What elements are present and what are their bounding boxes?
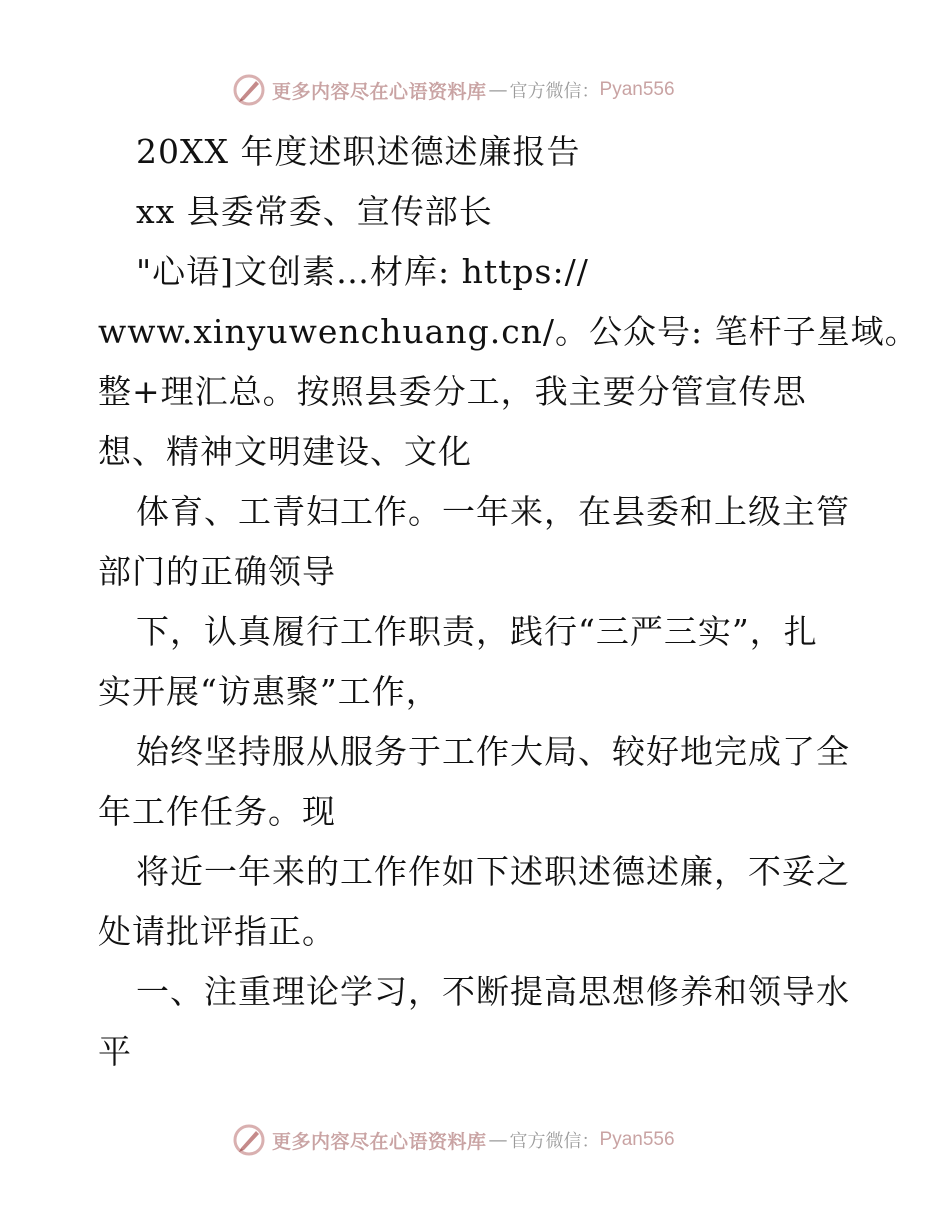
doc-line-8: 部门的正确领导 <box>98 552 336 591</box>
doc-line-13: 将近一年来的工作作如下述职述德述廉，不妥之 <box>136 852 850 891</box>
quill-pen-icon <box>232 1123 266 1157</box>
document-body <box>98 122 919 1082</box>
footer-brand-text: 更多内容尽在心语资料库 <box>272 1130 487 1153</box>
doc-title: 20XX 年度述职述德述廉报告 <box>136 132 581 171</box>
quill-pen-icon <box>232 73 266 107</box>
footer-dash: — <box>488 1129 508 1151</box>
doc-line-9: 下，认真履行工作职责，践行“三严三实”，扎 <box>136 612 818 651</box>
doc-line-4: www.xinyuwenchuang.cn/。公众号: 笔杆子星域。 <box>98 312 919 351</box>
doc-line-12: 年工作任务。现 <box>98 792 336 831</box>
header-brand-text: 更多内容尽在心语资料库 <box>272 80 487 103</box>
footer-brand <box>232 1120 675 1160</box>
header-brand <box>232 70 675 110</box>
doc-line-14: 处请批评指正。 <box>98 912 336 951</box>
doc-author-line: xx 县委常委、宣传部长 <box>136 192 493 231</box>
doc-line-3: "心语]文创素…材库: https:// <box>136 252 589 291</box>
header-dash: — <box>488 79 508 101</box>
doc-line-5: 整+理汇总。按照县委分工，我主要分管宣传思 <box>98 372 807 411</box>
doc-line-6: 想、精神文明建设、文化 <box>98 432 472 471</box>
header-wechat-label: 官方微信： <box>509 81 600 102</box>
doc-line-7: 体育、工青妇工作。一年来，在县委和上级主管 <box>136 492 850 531</box>
doc-line-11: 始终坚持服从服务于工作大局、较好地完成了全 <box>136 732 850 771</box>
doc-line-10: 实开展“访惠聚”工作， <box>98 672 440 711</box>
header-wechat-id: Pyan556 <box>599 79 675 100</box>
footer-wechat-label: 官方微信： <box>509 1131 600 1152</box>
footer-wechat-id: Pyan556 <box>599 1129 675 1150</box>
doc-section-heading-1: 一、注重理论学习，不断提高思想修养和领导水 <box>136 972 850 1011</box>
doc-line-16: 平 <box>98 1032 132 1071</box>
